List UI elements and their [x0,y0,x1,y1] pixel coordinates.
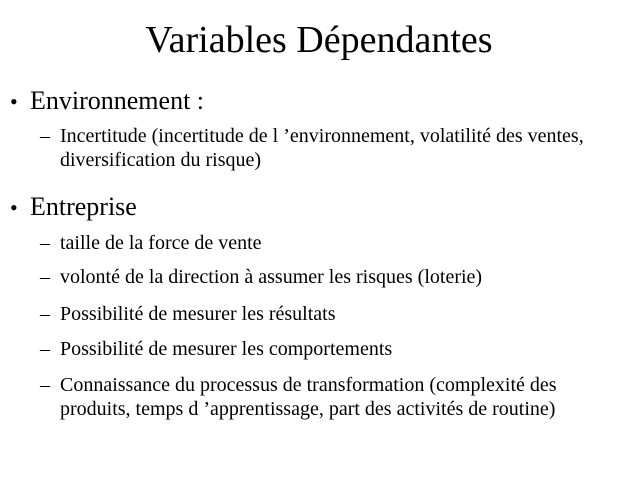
bullet-environnement [10,86,204,117]
subitem-comportements [40,337,610,361]
dash-marker: – [40,374,50,396]
dash-marker: – [40,125,50,147]
subitem-text: Possibilité de mesurer les comportements [60,338,393,360]
slide-title: Variables Dépendantes [145,19,493,61]
subitem-text: Connaissance du processus de transformation (complexité des produits, temps d ’apprentissage, part des activités de routine) [60,374,557,420]
subitem-text: volonté de la direction à assumer les risques (loterie) [60,266,483,288]
subitem-resultats [40,302,610,326]
bullet-marker: • [10,89,18,114]
bullet-marker: • [10,195,18,220]
subitem-text: taille de la force de vente [60,232,262,254]
dash-marker: – [40,266,50,288]
bullet-heading: Environnement : [30,86,205,115]
subitem-taille [40,231,610,255]
subitem-volonte [40,265,610,289]
dash-marker: – [40,338,50,360]
subitem-connaissance [40,373,610,421]
bullet-entreprise [10,192,137,223]
subitem-incertitude [40,124,610,172]
bullet-heading: Entreprise [30,192,137,221]
dash-marker: – [40,232,50,254]
subitem-text: Incertitude (incertitude de l ’environnement, volatilité des ventes, diversification du risque) [60,125,584,171]
subitem-text: Possibilité de mesurer les résultats [60,303,336,325]
dash-marker: – [40,303,50,325]
